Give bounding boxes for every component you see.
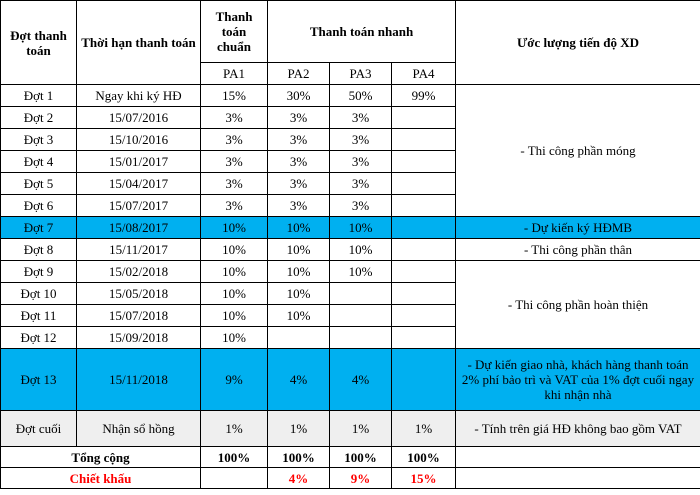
cell-pa1: 3% bbox=[201, 173, 268, 195]
table-row bbox=[1, 239, 700, 261]
cell-period: Đợt 13 bbox=[1, 349, 77, 411]
note-handover: - Dự kiến giao nhà, khách hàng thanh toán 2% phí bảo trì và VAT của 1% đợt cuối ngay khi nhận nhà bbox=[456, 349, 700, 411]
cell-pa1: 10% bbox=[201, 327, 268, 349]
header-period: Đợt thanh toán bbox=[1, 1, 77, 85]
cell-deadline: 15/07/2018 bbox=[77, 305, 201, 327]
total-pa1: 100% bbox=[201, 447, 268, 468]
cell-pa4 bbox=[392, 151, 456, 173]
cell-period: Đợt 6 bbox=[1, 195, 77, 217]
header-progress: Ước lượng tiến độ XD bbox=[456, 1, 700, 85]
cell-pa4: 1% bbox=[392, 411, 456, 447]
cell-pa1: 10% bbox=[201, 261, 268, 283]
cell-deadline: Ngay khi ký HĐ bbox=[77, 85, 201, 107]
discount-pa2: 4% bbox=[268, 468, 330, 489]
header-plan-pa4: PA4 bbox=[392, 63, 456, 85]
cell-pa2: 1% bbox=[268, 411, 330, 447]
cell-pa1: 10% bbox=[201, 239, 268, 261]
cell-pa3: 10% bbox=[330, 239, 392, 261]
header-standard-payment: Thanh toán chuẩn bbox=[201, 1, 268, 63]
cell-pa3 bbox=[330, 305, 392, 327]
table-row-highlighted bbox=[1, 217, 700, 239]
cell-pa3: 10% bbox=[330, 261, 392, 283]
cell-period: Đợt cuối bbox=[1, 411, 77, 447]
cell-period: Đợt 11 bbox=[1, 305, 77, 327]
cell-pa2: 30% bbox=[268, 85, 330, 107]
cell-pa1: 10% bbox=[201, 283, 268, 305]
cell-deadline: 15/09/2018 bbox=[77, 327, 201, 349]
cell-period: Đợt 4 bbox=[1, 151, 77, 173]
cell-pa2 bbox=[268, 327, 330, 349]
discount-row bbox=[1, 468, 700, 489]
cell-pa4 bbox=[392, 239, 456, 261]
cell-deadline: 15/02/2018 bbox=[77, 261, 201, 283]
cell-pa4 bbox=[392, 283, 456, 305]
cell-pa3 bbox=[330, 327, 392, 349]
cell-period: Đợt 12 bbox=[1, 327, 77, 349]
cell-deadline: 15/11/2017 bbox=[77, 239, 201, 261]
note-final: - Tính trên giá HĐ không bao gồm VAT bbox=[456, 411, 700, 447]
cell-pa4 bbox=[392, 173, 456, 195]
cell-pa2: 10% bbox=[268, 305, 330, 327]
cell-pa1: 3% bbox=[201, 151, 268, 173]
discount-empty bbox=[456, 468, 700, 489]
total-row bbox=[1, 447, 700, 468]
note-finishing: - Thi công phần hoàn thiện bbox=[456, 261, 700, 349]
cell-pa3: 50% bbox=[330, 85, 392, 107]
total-empty bbox=[456, 447, 700, 468]
table-row bbox=[1, 261, 700, 283]
note-body-construction: - Thi công phần thân bbox=[456, 239, 700, 261]
table-row-highlighted bbox=[1, 349, 700, 411]
cell-pa2: 10% bbox=[268, 239, 330, 261]
cell-deadline: 15/08/2017 bbox=[77, 217, 201, 239]
cell-period: Đợt 1 bbox=[1, 85, 77, 107]
cell-pa4: 99% bbox=[392, 85, 456, 107]
cell-pa3: 3% bbox=[330, 107, 392, 129]
cell-pa3: 1% bbox=[330, 411, 392, 447]
cell-pa3 bbox=[330, 283, 392, 305]
total-label: Tổng cộng bbox=[1, 447, 201, 468]
cell-period: Đợt 5 bbox=[1, 173, 77, 195]
discount-pa3: 9% bbox=[330, 468, 392, 489]
total-pa2: 100% bbox=[268, 447, 330, 468]
cell-pa1: 15% bbox=[201, 85, 268, 107]
discount-pa4: 15% bbox=[392, 468, 456, 489]
cell-pa4 bbox=[392, 261, 456, 283]
cell-pa2: 10% bbox=[268, 217, 330, 239]
cell-pa1: 10% bbox=[201, 217, 268, 239]
header-deadline: Thời hạn thanh toán bbox=[77, 1, 201, 85]
discount-pa1 bbox=[201, 468, 268, 489]
header-plan-pa2: PA2 bbox=[268, 63, 330, 85]
cell-pa1: 3% bbox=[201, 195, 268, 217]
note-sign-contract: - Dự kiến ký HĐMB bbox=[456, 217, 700, 239]
cell-pa2: 3% bbox=[268, 129, 330, 151]
cell-deadline: 15/07/2016 bbox=[77, 107, 201, 129]
discount-label: Chiết khấu bbox=[1, 468, 201, 489]
cell-pa4 bbox=[392, 305, 456, 327]
cell-pa4 bbox=[392, 217, 456, 239]
header-plan-pa1: PA1 bbox=[201, 63, 268, 85]
cell-pa4 bbox=[392, 107, 456, 129]
cell-pa4 bbox=[392, 327, 456, 349]
cell-pa3: 3% bbox=[330, 151, 392, 173]
cell-pa2: 3% bbox=[268, 195, 330, 217]
cell-pa1: 10% bbox=[201, 305, 268, 327]
cell-period: Đợt 7 bbox=[1, 217, 77, 239]
cell-pa1: 9% bbox=[201, 349, 268, 411]
cell-deadline: 15/10/2016 bbox=[77, 129, 201, 151]
cell-deadline: 15/05/2018 bbox=[77, 283, 201, 305]
cell-pa4 bbox=[392, 195, 456, 217]
cell-pa2: 4% bbox=[268, 349, 330, 411]
cell-pa2: 10% bbox=[268, 261, 330, 283]
cell-pa3: 3% bbox=[330, 129, 392, 151]
cell-pa3: 3% bbox=[330, 173, 392, 195]
cell-deadline: 15/04/2017 bbox=[77, 173, 201, 195]
cell-pa1: 1% bbox=[201, 411, 268, 447]
table-row-final bbox=[1, 411, 700, 447]
cell-pa3: 4% bbox=[330, 349, 392, 411]
cell-deadline: 15/07/2017 bbox=[77, 195, 201, 217]
cell-pa2: 3% bbox=[268, 151, 330, 173]
cell-period: Đợt 9 bbox=[1, 261, 77, 283]
total-pa4: 100% bbox=[392, 447, 456, 468]
table-row bbox=[1, 85, 700, 107]
header-fast-payment: Thanh toán nhanh bbox=[268, 1, 456, 63]
cell-pa3: 3% bbox=[330, 195, 392, 217]
cell-deadline: Nhận sổ hồng bbox=[77, 411, 201, 447]
cell-pa4 bbox=[392, 129, 456, 151]
cell-pa2: 10% bbox=[268, 283, 330, 305]
cell-pa4 bbox=[392, 349, 456, 411]
cell-period: Đợt 2 bbox=[1, 107, 77, 129]
cell-pa2: 3% bbox=[268, 107, 330, 129]
cell-deadline: 15/01/2017 bbox=[77, 151, 201, 173]
cell-period: Đợt 10 bbox=[1, 283, 77, 305]
cell-period: Đợt 8 bbox=[1, 239, 77, 261]
note-foundation: - Thi công phần móng bbox=[456, 85, 700, 217]
cell-pa1: 3% bbox=[201, 129, 268, 151]
cell-deadline: 15/11/2018 bbox=[77, 349, 201, 411]
cell-pa2: 3% bbox=[268, 173, 330, 195]
header-plan-pa3: PA3 bbox=[330, 63, 392, 85]
total-pa3: 100% bbox=[330, 447, 392, 468]
cell-period: Đợt 3 bbox=[1, 129, 77, 151]
cell-pa3: 10% bbox=[330, 217, 392, 239]
cell-pa1: 3% bbox=[201, 107, 268, 129]
